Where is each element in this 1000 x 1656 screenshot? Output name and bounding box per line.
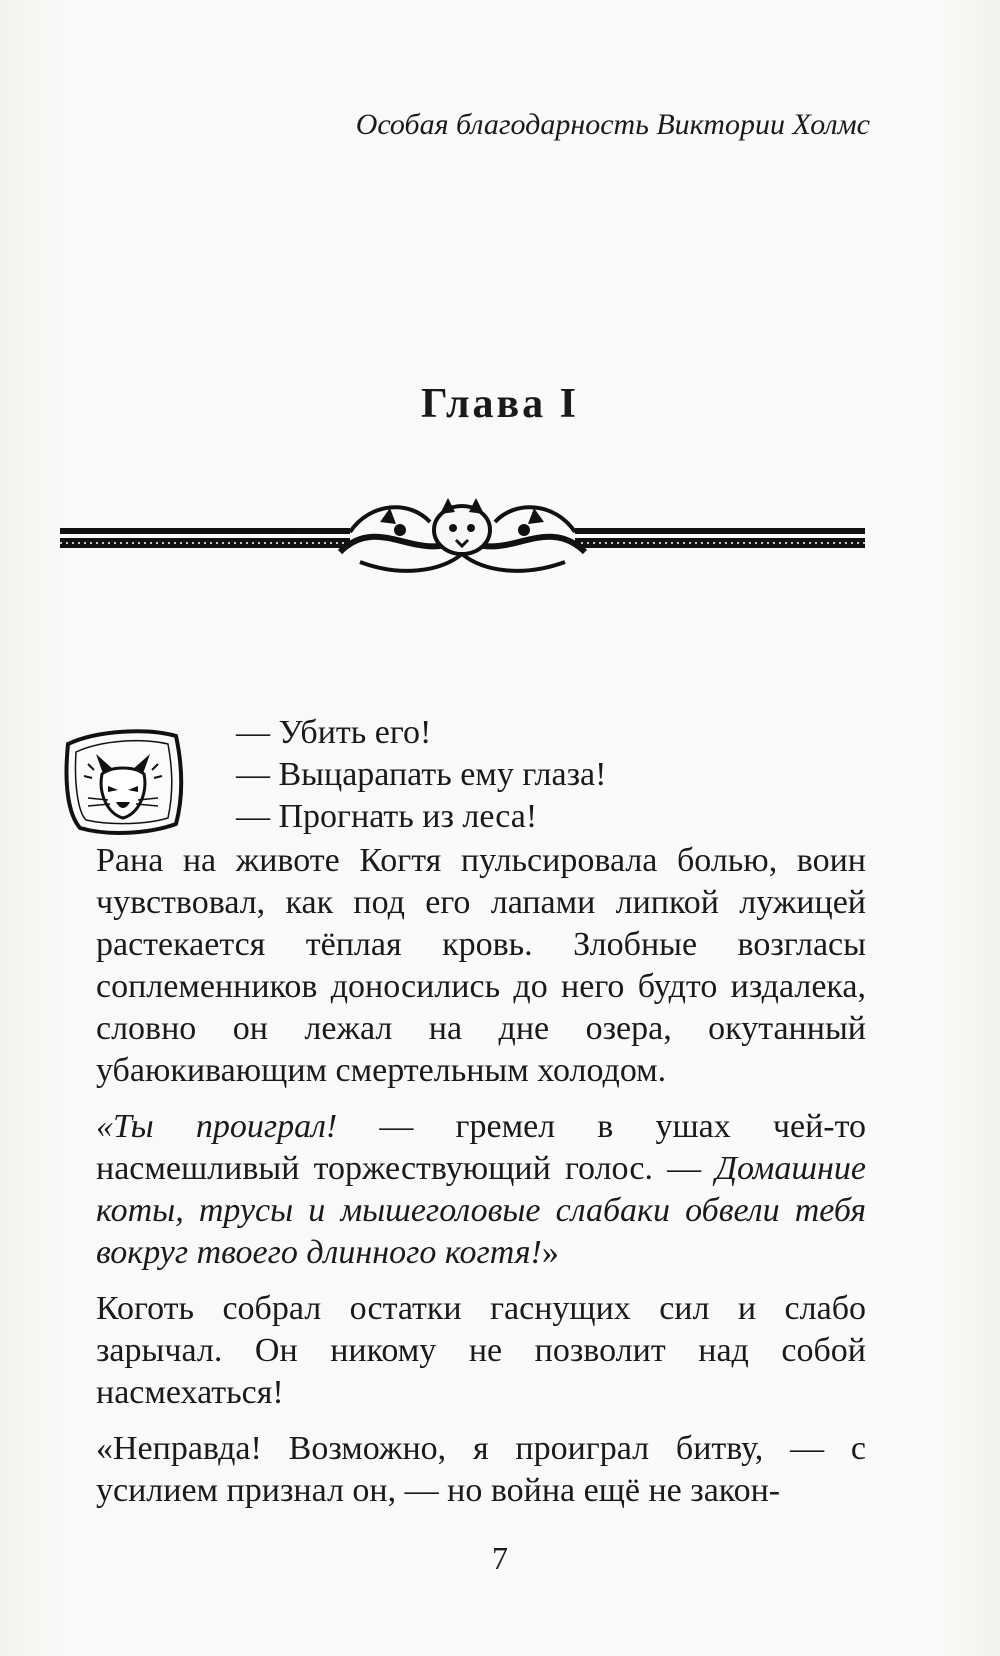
chapter-title: Глава I	[420, 381, 580, 427]
paragraph	[96, 1106, 866, 1274]
opening-dialog	[236, 712, 606, 838]
paragraph: «Неправда! Возможно, я проиграл битву, — с усилием признал он, — но война ещё не закон-	[96, 1430, 866, 1509]
narration: — гремел в ушах чей-то насмешливый торжествующий голос. —	[96, 1108, 866, 1187]
ornament-divider-icon	[60, 492, 865, 582]
dialog-line: — Прогнать из леса!	[236, 798, 538, 835]
dialog-line: — Убить его!	[236, 714, 432, 751]
cat-face-icon	[58, 724, 188, 836]
italic-speech: «Ты проиграл!	[96, 1108, 338, 1145]
quote-close: »	[541, 1234, 559, 1271]
running-header: Особая благодарность Виктории Холмс	[355, 108, 870, 141]
italic-speech: Домашние коты, трусы и мышеголовые слабаки обвели тебя вокруг твоего длинного когтя!	[96, 1150, 866, 1271]
paragraph: Коготь собрал остатки гаснущих сил и слабо зарычал. Он никому не позволит над собой насмехаться!	[96, 1290, 866, 1411]
paragraph: Рана на животе Когтя пульсировала болью, воин чувствовал, как под его лапами липкой лужицей растекается тёплая кровь. Злобные возгласы соплеменников доносились до него будто издалека, словно он лежал на дне озера, окутанный убаюкивающим смертельным холодом.	[96, 842, 866, 1089]
page-number: 7	[492, 1540, 508, 1576]
chapter-body	[96, 840, 866, 1526]
dialog-line: — Выцарапать ему глаза!	[236, 756, 607, 793]
